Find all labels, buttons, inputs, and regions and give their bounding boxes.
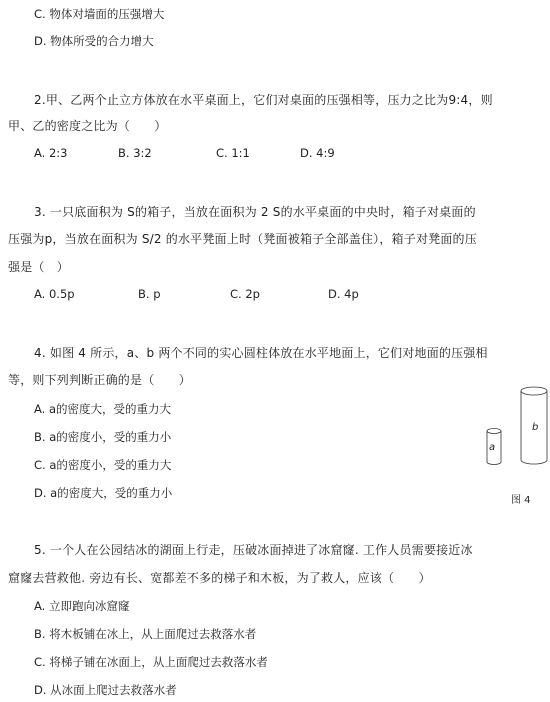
q2-option-b: B. 3:2 bbox=[118, 146, 152, 160]
q3-option-c: C. 2p bbox=[230, 287, 260, 301]
q4-option-d: D. a的密度大，受的重力小 bbox=[34, 486, 173, 500]
q3-stem-line2: 压强为p，当放在面积为 S/2 的水平凳面上时（凳面被箱子全部盖住），箱子对凳面的压 bbox=[8, 232, 477, 246]
q4-stem-line1: 4. 如图 4 所示，a、b 两个不同的实心圆柱体放在水平地面上，它们对地面的压强相 bbox=[34, 346, 488, 360]
q5-stem-line2: 窟窿去营救他. 旁边有长、宽都差不多的梯子和木板，为了救人，应该（ ） bbox=[8, 571, 431, 585]
figure-label-b: b bbox=[532, 422, 539, 433]
q3-option-b: B. p bbox=[138, 287, 161, 301]
q5-option-a: A. 立即跑向冰窟窿 bbox=[34, 599, 130, 613]
q5-stem-line1: 5. 一个人在公园结冰的湖面上行走，压破冰面掉进了冰窟窿. 工作人员需要接近冰 bbox=[34, 543, 473, 557]
figure-caption: 图 4 bbox=[511, 495, 531, 506]
q5-option-c: C. 将梯子铺在冰面上，从上面爬过去救落水者 bbox=[34, 655, 268, 669]
q4-option-b: B. a的密度小，受的重力小 bbox=[34, 430, 172, 444]
q5-option-d: D. 从冰面上爬过去救落水者 bbox=[34, 683, 177, 697]
q1-option-c: C. 物体对墙面的压强增大 bbox=[34, 7, 165, 21]
figure-label-a: a bbox=[489, 442, 496, 453]
q2-option-a: A. 2:3 bbox=[34, 146, 68, 160]
q3-stem-line1: 3. 一只底面积为 S的箱子，当放在面积为 2 S的水平桌面的中央时，箱子对桌面的 bbox=[34, 205, 476, 219]
q2-stem-line2: 甲、乙的密度之比为（ ） bbox=[8, 119, 167, 133]
q2-option-d: D. 4:9 bbox=[300, 146, 335, 160]
q1-option-d: D. 物体所受的合力增大 bbox=[34, 34, 154, 48]
q4-stem-line2: 等，则下列判断正确的是（ ） bbox=[8, 373, 192, 387]
q4-option-c: C. a的密度小，受的重力大 bbox=[34, 458, 172, 472]
q3-stem-line3: 强是（ ） bbox=[8, 260, 70, 274]
q2-option-c: C. 1:1 bbox=[216, 146, 250, 160]
q3-option-d: D. 4p bbox=[328, 287, 359, 301]
q4-option-a: A. a的密度大，受的重力大 bbox=[34, 402, 172, 416]
q2-stem-line1: 2.甲、乙两个止立方体放在水平桌面上，它们对桌面的压强相等，压力之比为9:4，则 bbox=[34, 93, 493, 107]
q3-option-a: A. 0.5p bbox=[34, 287, 75, 301]
figure-4-cylinders bbox=[484, 382, 548, 484]
q5-option-b: B. 将木板铺在冰上，从上面爬过去救落水者 bbox=[34, 627, 257, 641]
